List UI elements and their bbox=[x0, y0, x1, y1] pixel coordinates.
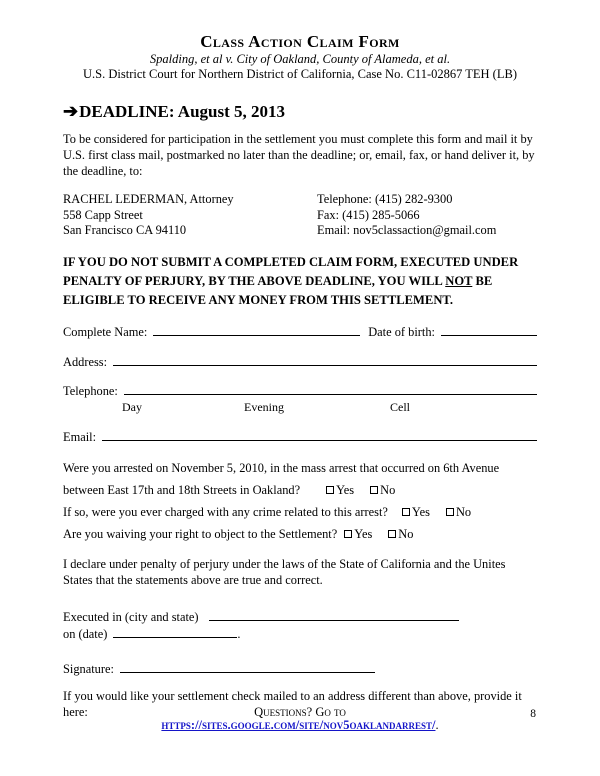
complete-name-input[interactable] bbox=[153, 331, 360, 336]
email-label: Email: bbox=[63, 429, 97, 444]
executed-in-label: Executed in (city and state) bbox=[63, 609, 199, 624]
date-input[interactable] bbox=[113, 633, 237, 638]
warning-part1: IF YOU DO NOT SUBMIT A COMPLETED CLAIM FORM, EXECUTED UNDER PENALTY OF PERJURY, BY THE ABOVE DEADLINE, YOU WILL bbox=[63, 254, 519, 288]
intro-paragraph: To be considered for participation in the settlement you must complete this form and mail it by U.S. first class mail, postmarked no later than the deadline; or, email, fax, or hand deliver it, by the deadline, to: bbox=[63, 132, 535, 178]
arrested-no-checkbox[interactable] bbox=[370, 486, 378, 494]
evening-sublabel: Evening bbox=[244, 399, 284, 414]
email-input[interactable] bbox=[102, 436, 537, 441]
signature-input[interactable] bbox=[120, 668, 375, 673]
address-label: Address: bbox=[63, 354, 108, 369]
charged-yes-checkbox[interactable] bbox=[402, 508, 410, 516]
warning-paragraph bbox=[63, 253, 537, 310]
warning-part2: BE ELIGIBLE TO RECEIVE ANY MONEY FROM THIS SETTLEMENT. bbox=[63, 273, 493, 307]
deadline-text: DEADLINE: August 5, 2013 bbox=[79, 102, 286, 121]
no-label: No bbox=[398, 526, 414, 541]
different-address-note: If you would like your settlement check mailed to an address different than above, provide it here: bbox=[63, 688, 522, 719]
executed-in-input[interactable] bbox=[209, 616, 459, 621]
footer-link-line bbox=[0, 719, 600, 732]
attorney-street: 558 Capp Street bbox=[63, 207, 143, 222]
footer-link-period: . bbox=[435, 718, 439, 732]
executed-in-row bbox=[63, 609, 537, 625]
on-date-label: on (date) bbox=[63, 626, 108, 641]
form-title: Class Action Claim Form bbox=[200, 32, 400, 51]
telephone-label: Telephone: bbox=[63, 383, 118, 398]
warning-not-word: NOT bbox=[445, 273, 473, 288]
period-after-date: . bbox=[237, 626, 241, 641]
telephone-row bbox=[63, 383, 537, 399]
contact-email: Email: nov5classaction@gmail.com bbox=[317, 223, 497, 237]
attorney-name: RACHEL LEDERMAN, Attorney bbox=[63, 192, 234, 206]
no-label: No bbox=[455, 504, 472, 519]
name-dob-row bbox=[63, 324, 537, 340]
deadline-heading bbox=[63, 102, 537, 121]
contact-fax: Fax: (415) 285-5066 bbox=[317, 207, 420, 222]
day-sublabel: Day bbox=[122, 399, 142, 414]
date-of-birth-label: Date of birth: bbox=[368, 324, 435, 339]
signature-label: Signature: bbox=[63, 661, 114, 676]
contact-telephone: Telephone: (415) 282-9300 bbox=[317, 192, 453, 206]
yes-label: Yes bbox=[336, 482, 355, 497]
cell-sublabel: Cell bbox=[390, 399, 410, 414]
yes-label: Yes bbox=[411, 504, 430, 519]
address-row bbox=[63, 354, 537, 370]
question-charged bbox=[63, 501, 537, 523]
date-of-birth-input[interactable] bbox=[441, 331, 537, 336]
question-arrested bbox=[63, 457, 537, 501]
complete-name-label: Complete Name: bbox=[63, 324, 148, 339]
question-text: If so, were you ever charged with any crime related to this arrest? bbox=[63, 504, 388, 519]
address-input[interactable] bbox=[113, 361, 537, 366]
footer bbox=[0, 706, 600, 732]
questions-section bbox=[63, 457, 537, 545]
question-text: Were you arrested on November 5, 2010, in the mass arrest that occurred on 6th Avenue between East 17th and 18th Streets in Oakland? bbox=[63, 460, 500, 497]
page-number: 8 bbox=[530, 708, 536, 720]
charged-no-checkbox[interactable] bbox=[446, 508, 454, 516]
waiving-no-checkbox[interactable] bbox=[388, 530, 396, 538]
question-waiving bbox=[63, 523, 537, 545]
contact-address-column bbox=[63, 192, 317, 239]
signature-row bbox=[63, 661, 537, 677]
no-label: No bbox=[380, 482, 396, 497]
telephone-input[interactable] bbox=[124, 390, 537, 395]
email-row bbox=[63, 429, 537, 445]
attorney-city: San Francisco CA 94110 bbox=[63, 223, 187, 237]
perjury-declaration: I declare under penalty of perjury under the laws of the State of California and the Unites States that the statements above are true and correct. bbox=[63, 556, 506, 587]
right-arrow-icon: ➔ bbox=[63, 101, 79, 121]
question-text: Are you waiving your right to object to the Settlement? bbox=[63, 526, 338, 541]
on-date-row bbox=[63, 626, 537, 642]
waiving-yes-checkbox[interactable] bbox=[344, 530, 352, 538]
footer-link[interactable]: https://sites.google.com/site/nov5oaklandarrest/ bbox=[161, 718, 436, 732]
court-line: U.S. District Court for Northern District of California, Case No. C11-02867 TEH (LB) bbox=[83, 67, 517, 81]
footer-questions-text: Questions? Go to bbox=[254, 705, 346, 719]
arrested-yes-checkbox[interactable] bbox=[326, 486, 334, 494]
telephone-sublabels bbox=[63, 400, 537, 415]
contact-block bbox=[63, 192, 537, 239]
contact-phone-column bbox=[317, 192, 537, 239]
yes-label: Yes bbox=[354, 526, 373, 541]
case-caption: Spalding, et al v. City of Oakland, County of Alameda, et al. bbox=[149, 52, 451, 66]
